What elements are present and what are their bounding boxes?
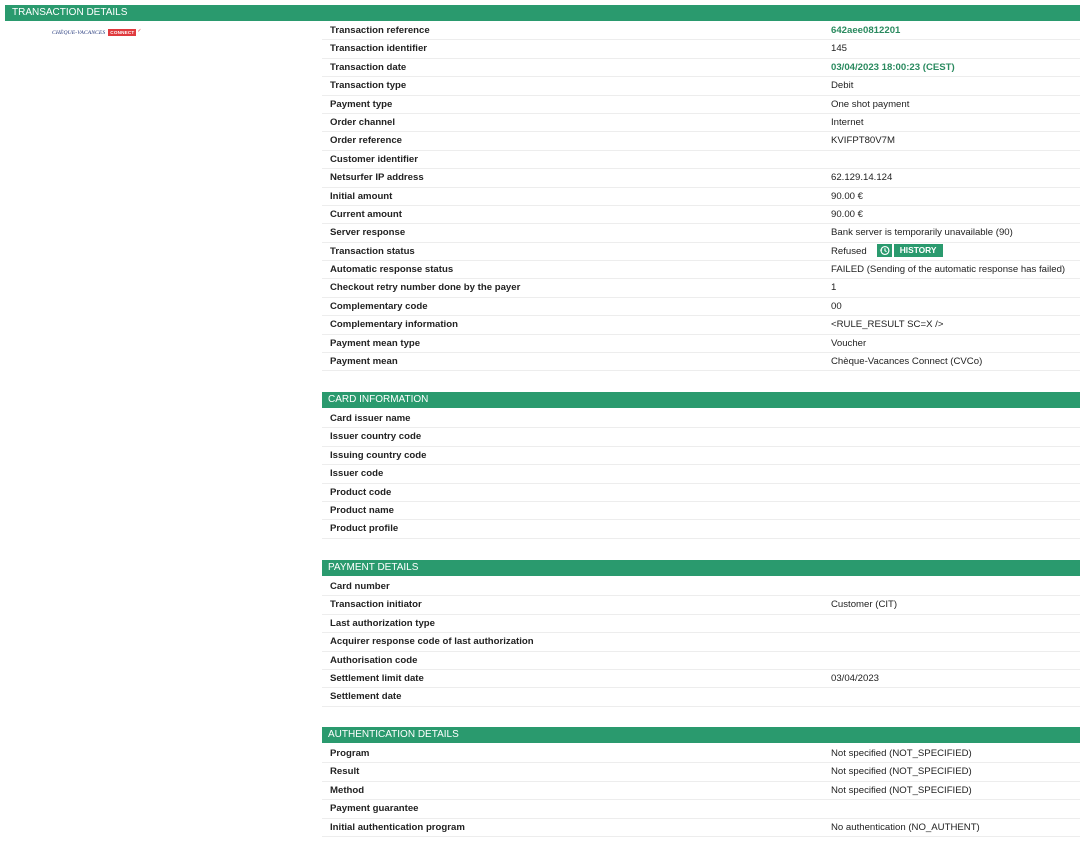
field-label: Payment type xyxy=(330,98,393,110)
cheque-vacances-connect-logo xyxy=(52,28,142,37)
detail-row-payment-guarantee xyxy=(322,800,1080,818)
field-value xyxy=(831,25,900,36)
logo-text: CHÈQUE-VACANCES xyxy=(52,29,106,36)
field-label: Acquirer response code of last authorization xyxy=(330,636,534,648)
field-label: Transaction identifier xyxy=(330,43,428,55)
field-value-text: <RULE_RESULT SC=X /> xyxy=(831,319,944,331)
detail-row-transaction-type xyxy=(322,77,1080,95)
field-value-text: 642aee0812201 xyxy=(831,25,901,36)
field-value-text: Not specified (NOT_SPECIFIED) xyxy=(831,748,972,759)
detail-row-complementary-code xyxy=(322,298,1080,316)
detail-row-issuing-country-code xyxy=(322,447,1080,465)
field-label: Transaction status xyxy=(330,245,415,257)
field-value-text: 90.00 € xyxy=(831,190,864,202)
field-value xyxy=(831,43,847,54)
detail-row-settlement-limit-date xyxy=(322,670,1080,688)
field-value-text: No authentication (NO_AUTHENT) xyxy=(831,821,980,833)
field-label: Settlement date xyxy=(330,691,402,703)
detail-row-method xyxy=(322,782,1080,800)
field-value-text: Debit xyxy=(831,80,854,92)
detail-row-product-profile xyxy=(322,520,1080,538)
field-value xyxy=(831,99,909,110)
transaction-details-list xyxy=(322,22,1080,371)
detail-row-initial-authentication-program xyxy=(322,819,1080,837)
field-label: Initial amount xyxy=(330,190,393,202)
field-value-text: Chèque-Vacances Connect (CVCo) xyxy=(831,356,983,368)
detail-row-complementary-information xyxy=(322,316,1080,334)
field-value xyxy=(831,338,866,349)
field-label: Result xyxy=(330,766,360,778)
detail-row-server-response xyxy=(322,224,1080,242)
card-information-header: CARD INFORMATION xyxy=(322,392,1080,408)
field-value xyxy=(831,264,1065,275)
detail-row-card-issuer-name xyxy=(322,410,1080,428)
logo-check-icon: ✓ xyxy=(137,27,142,34)
detail-row-transaction-date xyxy=(322,59,1080,77)
field-label: Server response xyxy=(330,227,406,239)
detail-row-transaction-identifier xyxy=(322,40,1080,58)
field-label: Initial authentication program xyxy=(330,821,465,833)
field-value-text: 1 xyxy=(831,282,837,294)
field-value xyxy=(831,301,842,312)
field-value-text: Not specified (NOT_SPECIFIED) xyxy=(831,784,972,796)
payment-details-header: PAYMENT DETAILS xyxy=(322,560,1080,576)
field-value-text: One shot payment xyxy=(831,98,910,110)
field-value xyxy=(831,246,943,257)
field-value xyxy=(831,319,943,330)
field-value xyxy=(831,191,863,202)
field-label: Order channel xyxy=(330,116,396,128)
field-value-text: KVIFPT80V7M xyxy=(831,135,895,147)
detail-row-product-name xyxy=(322,502,1080,520)
field-label: Product name xyxy=(330,504,394,516)
detail-row-transaction-initiator xyxy=(322,596,1080,614)
field-value xyxy=(831,356,982,367)
field-value-text: Internet xyxy=(831,116,864,128)
field-value-text: Customer (CIT) xyxy=(831,599,898,611)
field-label: Transaction reference xyxy=(330,25,430,36)
field-label: Card number xyxy=(330,581,390,592)
logo-badge: CONNECT xyxy=(110,30,135,35)
field-label: Payment mean xyxy=(330,356,398,368)
field-value-text: 62.129.14.124 xyxy=(831,172,893,184)
detail-row-result xyxy=(322,763,1080,781)
field-label: Current amount xyxy=(330,208,402,220)
payment-details-list xyxy=(322,578,1080,707)
detail-row-settlement-date xyxy=(322,688,1080,706)
field-label: Order reference xyxy=(330,135,402,147)
detail-row-acquirer-response-code-of-last-authorization xyxy=(322,633,1080,651)
field-value xyxy=(831,282,836,293)
field-label: Customer identifier xyxy=(330,153,418,165)
history-button[interactable] xyxy=(877,244,943,257)
field-label: Automatic response status xyxy=(330,264,454,276)
detail-row-order-reference xyxy=(322,132,1080,150)
field-value-text: Bank server is temporarily unavailable (90) xyxy=(831,227,1013,239)
field-label: Transaction type xyxy=(330,80,407,92)
field-value-text: Voucher xyxy=(831,337,867,349)
detail-row-issuer-code xyxy=(322,465,1080,483)
detail-row-payment-mean-type xyxy=(322,335,1080,353)
field-label: Method xyxy=(330,784,365,796)
detail-row-checkout-retry-number-done-by-the-payer xyxy=(322,279,1080,297)
detail-row-current-amount xyxy=(322,206,1080,224)
field-label: Transaction initiator xyxy=(330,599,422,611)
field-value-text: Not specified (NOT_SPECIFIED) xyxy=(831,766,972,778)
field-label: Product code xyxy=(330,486,392,498)
field-label: Complementary information xyxy=(330,319,458,331)
detail-row-card-number xyxy=(322,578,1080,596)
field-value xyxy=(831,227,1013,238)
field-value-text: 90.00 € xyxy=(831,208,864,220)
detail-row-product-code xyxy=(322,484,1080,502)
detail-row-program xyxy=(322,745,1080,763)
transaction-details-header: TRANSACTION DETAILS xyxy=(5,5,1080,21)
field-value xyxy=(831,599,897,610)
detail-row-issuer-country-code xyxy=(322,428,1080,446)
field-value-text: 00 xyxy=(831,300,842,312)
field-label: Issuing country code xyxy=(330,449,427,461)
field-value xyxy=(831,822,980,833)
field-value xyxy=(831,172,892,183)
detail-row-order-channel xyxy=(322,114,1080,132)
field-value xyxy=(831,80,853,91)
field-value-text: Refused xyxy=(831,245,867,257)
field-label: Payment guarantee xyxy=(330,803,419,815)
detail-row-initial-amount xyxy=(322,188,1080,206)
field-value-text: 03/04/2023 xyxy=(831,672,880,684)
detail-row-netsurfer-ip-address xyxy=(322,169,1080,187)
field-label: Checkout retry number done by the payer xyxy=(330,282,521,294)
detail-row-payment-type xyxy=(322,96,1080,114)
field-label: Issuer code xyxy=(330,468,384,480)
detail-row-authorisation-code xyxy=(322,652,1080,670)
field-label: Authorisation code xyxy=(330,654,418,666)
field-value-text: 145 xyxy=(831,43,848,55)
field-label: Payment mean type xyxy=(330,337,421,349)
card-information-list xyxy=(322,410,1080,539)
field-value xyxy=(831,62,955,73)
field-value xyxy=(831,135,895,146)
detail-row-transaction-status xyxy=(322,243,1080,261)
authentication-details-list xyxy=(322,745,1080,837)
field-value-text: FAILED (Sending of the automatic response has failed) xyxy=(831,264,1066,276)
field-label: Netsurfer IP address xyxy=(330,172,424,184)
field-label: Product profile xyxy=(330,523,399,535)
field-value xyxy=(831,766,972,777)
field-label: Card issuer name xyxy=(330,413,411,424)
authentication-details-header: AUTHENTICATION DETAILS xyxy=(322,727,1080,743)
field-label: Complementary code xyxy=(330,300,428,312)
detail-row-transaction-reference xyxy=(322,22,1080,40)
field-label: Issuer country code xyxy=(330,431,422,443)
detail-row-last-authorization-type xyxy=(322,615,1080,633)
history-icon xyxy=(877,244,892,257)
field-label: Program xyxy=(330,748,370,759)
detail-row-automatic-response-status xyxy=(322,261,1080,279)
field-value xyxy=(831,785,972,796)
field-value xyxy=(831,209,863,220)
field-value xyxy=(831,673,879,684)
history-button-label: HISTORY xyxy=(894,244,943,257)
field-value xyxy=(831,748,972,759)
field-value xyxy=(831,117,864,128)
field-label: Last authorization type xyxy=(330,617,436,629)
field-label: Settlement limit date xyxy=(330,672,424,684)
field-value-text: 03/04/2023 18:00:23 (CEST) xyxy=(831,61,955,73)
detail-row-payment-mean xyxy=(322,353,1080,371)
detail-row-customer-identifier xyxy=(322,151,1080,169)
field-label: Transaction date xyxy=(330,61,407,73)
